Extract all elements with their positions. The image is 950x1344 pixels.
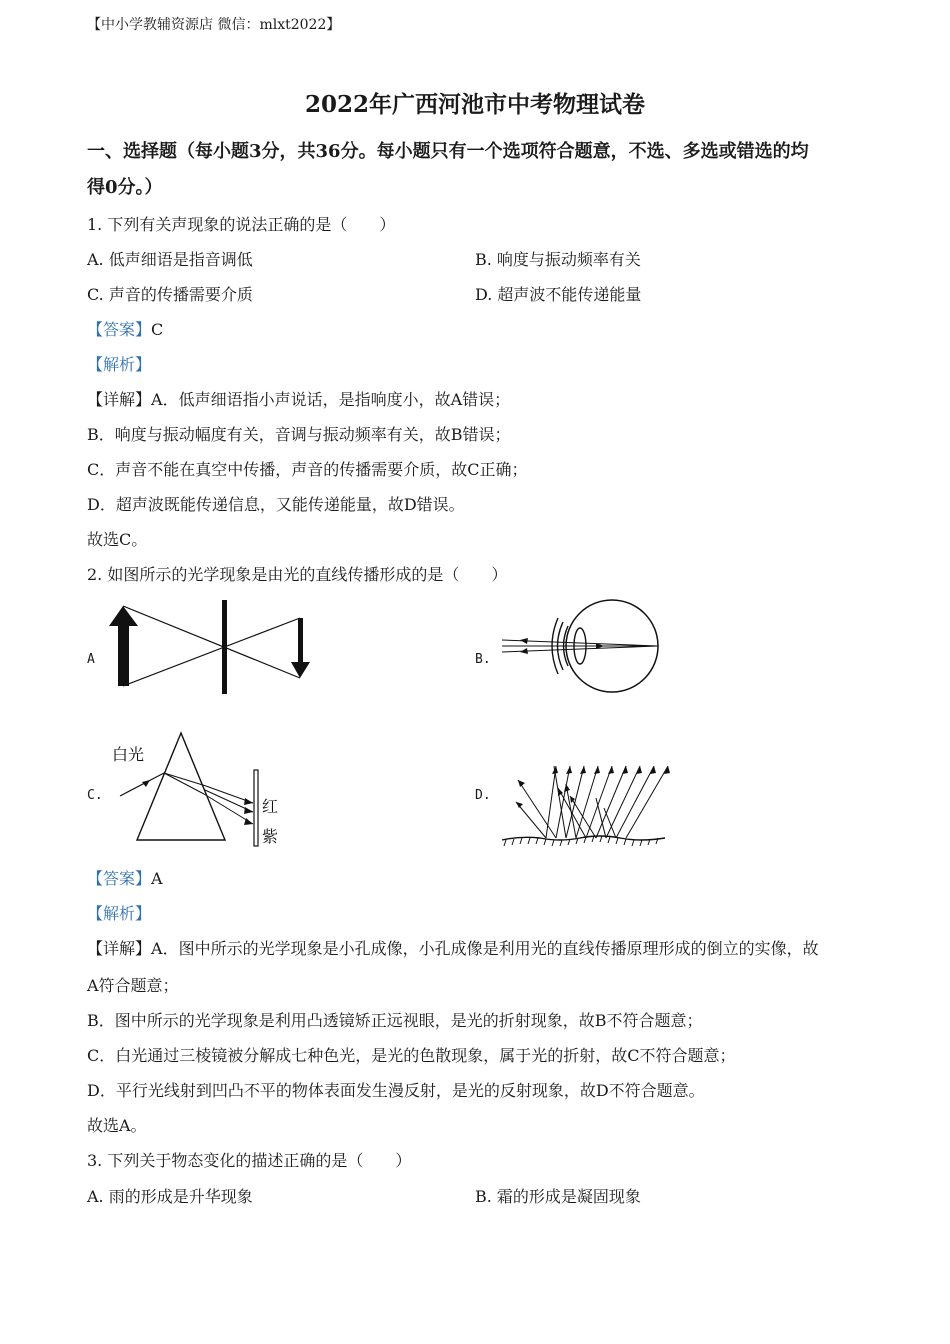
q1-option-a: A. 低声细语是指音调低 xyxy=(87,250,253,269)
q2-detail-line-4: C．白光通过三棱镜被分解成七种色光，是光的色散现象，属于光的折射，故C不符合题意； xyxy=(87,1046,736,1065)
figure-d-diffuse-reflection xyxy=(500,758,675,850)
q1-analysis-tag: 【解析】 xyxy=(87,355,152,374)
answer-tag: 【答案】 xyxy=(87,320,152,339)
q2-detail-line-1 xyxy=(87,938,819,960)
q2-detail-line-3: B．图中所示的光学现象是利用凸透镜矫正远视眼，是光的折射现象，故B不符合题意； xyxy=(87,1011,703,1030)
q1-option-b: B. 响度与振动频率有关 xyxy=(475,250,641,269)
figure-c-label: C. xyxy=(87,788,103,803)
q3-option-b: B. 霜的形成是凝固现象 xyxy=(475,1187,641,1206)
q2-analysis-tag: 【解析】 xyxy=(87,904,152,923)
q2-detail-line-5: D．平行光线射到凹凸不平的物体表面发生漫反射，是光的反射现象，故D不符合题意。 xyxy=(87,1081,705,1100)
q1-option-d: D. 超声波不能传递能量 xyxy=(475,285,642,304)
figure-b-eye-lens xyxy=(500,596,665,696)
q3-stem: 3. 下列关于物态变化的描述正确的是（ ） xyxy=(87,1151,412,1170)
purple-label: 紫 xyxy=(262,827,279,846)
answer-tag: 【答案】 xyxy=(87,869,152,888)
section-heading-line1: 一、选择题（每小题3分，共36分。每小题只有一个选项符合题意，不选、多选或错选的均 xyxy=(87,141,809,162)
q1-detail-line-1 xyxy=(87,389,510,411)
q1-stem: 1. 下列有关声现象的说法正确的是（ ） xyxy=(87,215,396,234)
answer-value: A xyxy=(151,869,163,888)
white-light-label: 白光 xyxy=(112,745,145,764)
q2-stem: 2. 如图所示的光学现象是由光的直线传播形成的是（ ） xyxy=(87,565,508,584)
q2-detail-line-2: A符合题意； xyxy=(87,976,179,995)
figure-a-label: A xyxy=(87,652,95,667)
figure-d-label: D. xyxy=(475,788,491,803)
section-heading-line2: 得0分。） xyxy=(87,177,163,198)
page-title: 2022年广西河池市中考物理试卷 xyxy=(304,91,645,118)
q1-answer xyxy=(87,319,163,341)
q1-option-c: C. 声音的传播需要介质 xyxy=(87,285,253,304)
detail-text: A．图中所示的光学现象是小孔成像，小孔成像是利用光的直线传播原理形成的倒立的实像，故 xyxy=(151,939,819,958)
q3-option-a: A. 雨的形成是升华现象 xyxy=(87,1187,253,1206)
q1-conclusion: 故选C。 xyxy=(87,530,148,549)
detail-tag: 【详解】 xyxy=(87,939,152,958)
detail-text: A．低声细语指小声说话，是指响度小，故A错误； xyxy=(151,390,511,409)
q1-detail-line-4: D．超声波既能传递信息，又能传递能量，故D错误。 xyxy=(87,495,465,514)
header-note: 【中小学教辅资源店 微信：mlxt2022】 xyxy=(87,17,341,33)
figure-c-prism xyxy=(110,728,300,853)
q2-conclusion: 故选A。 xyxy=(87,1116,147,1135)
figure-b-label: B. xyxy=(475,652,491,667)
red-label: 红 xyxy=(262,797,279,816)
answer-value: C xyxy=(151,320,164,339)
q2-answer xyxy=(87,868,163,890)
detail-tag: 【详解】 xyxy=(87,390,152,409)
q1-detail-line-2: B．响度与振动幅度有关，音调与振动频率有关，故B错误； xyxy=(87,425,511,444)
q1-detail-line-3: C．声音不能在真空中传播，声音的传播需要介质，故C正确； xyxy=(87,460,528,479)
figure-a-pinhole xyxy=(100,598,320,698)
